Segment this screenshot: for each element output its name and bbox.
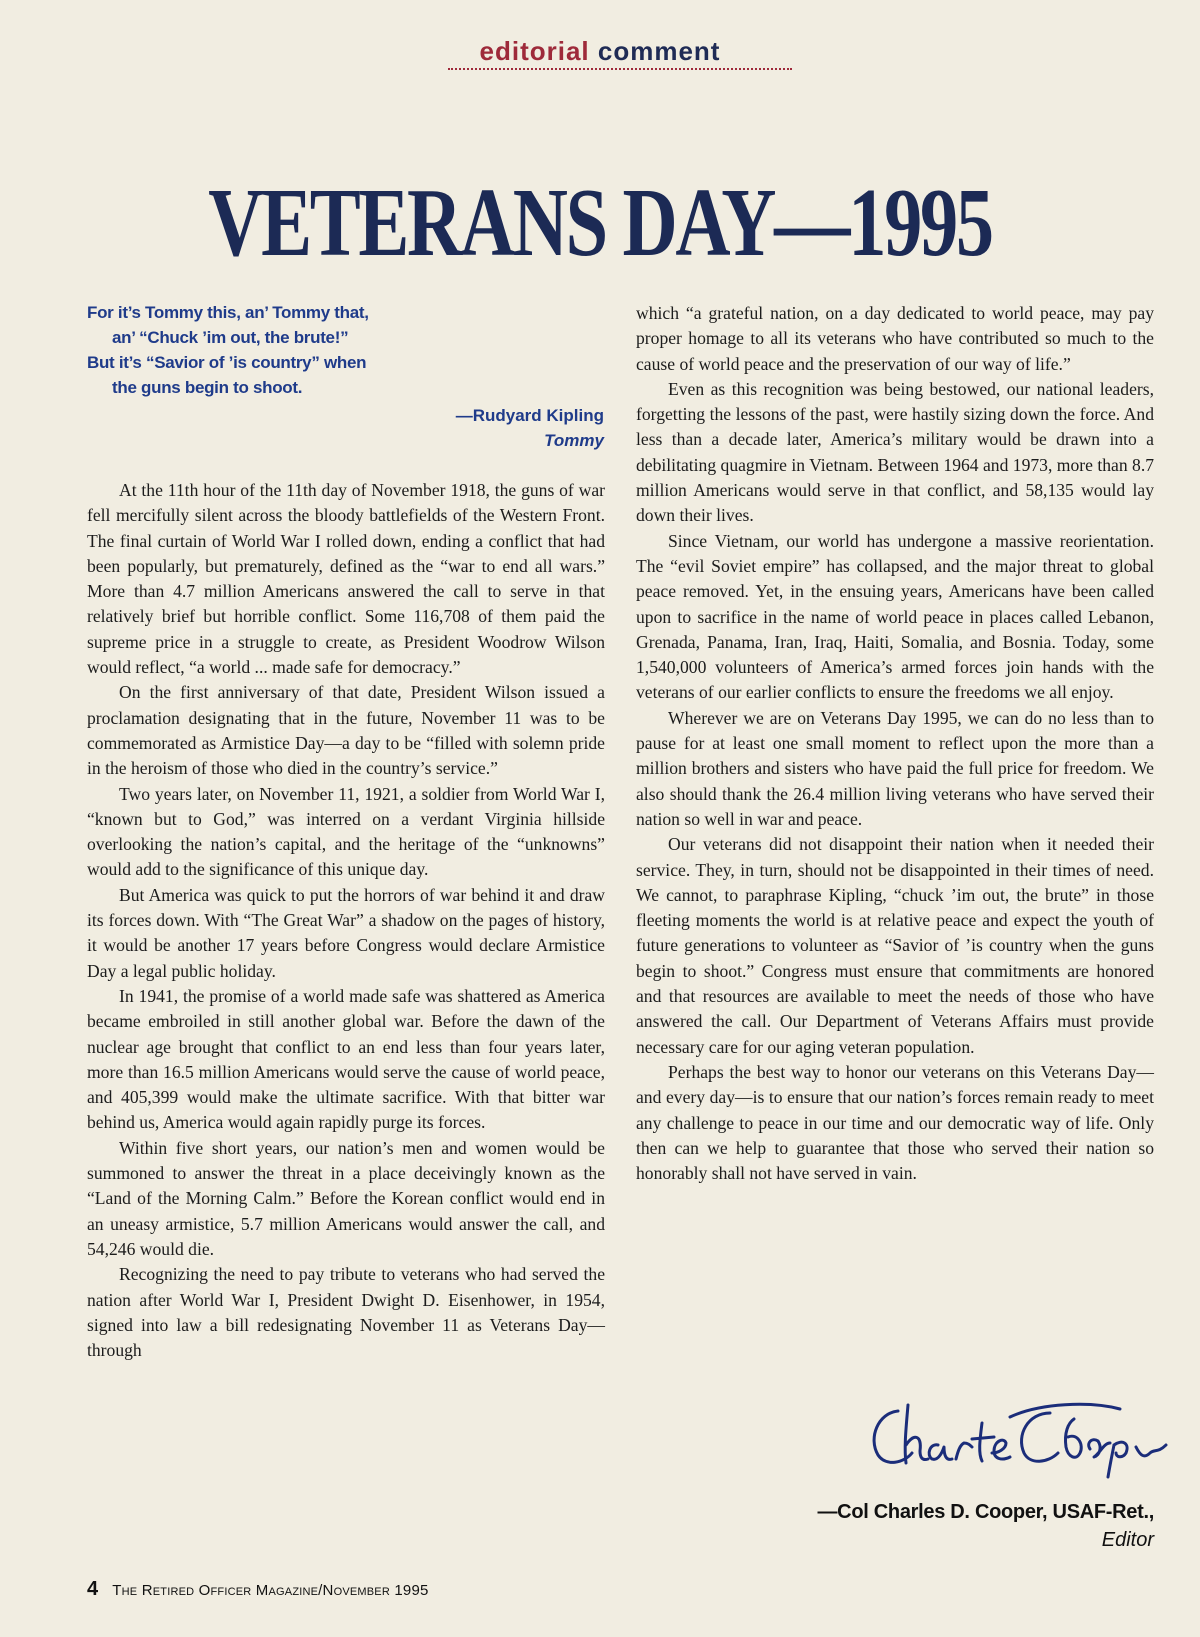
handwritten-signature xyxy=(860,1393,1170,1483)
paragraph: Our veterans did not disappoint their nation when it needed their service. They, in turn, should not be disappointed in their times of need. We cannot, to paraphrase Kipling, “chuck ’im out, the brute” in those fleeting moments the world is at relative peace and expect the youth of future generations to volunteer as “Savior of ’is country when the guns begin to shoot.” Congress must ensure that commitments are honored and that resources are available to meet the needs of those who have answered the call. Our Department of Veterans Affairs must provide necessary care for our aging veteran population. xyxy=(636,834,1154,1057)
kicker-comment: comment xyxy=(597,36,721,66)
paragraph: Wherever we are on Veterans Day 1995, we can do no less than to pause for at least one small moment to reflect upon the more than a million brothers and sisters who have paid the full price for freedom. We also should thank the 26.4 million living veterans who have served their nation so well in war and peace. xyxy=(636,707,1154,829)
epigraph-line: an’ “Chuck ’im out, the brute!” xyxy=(112,328,349,347)
paragraph: which “a grateful nation, on a day dedicated to world peace, may pay proper homage to all its veterans who have contributed so much to the cause of world peace and the preservation of our way of life.” xyxy=(636,303,1154,374)
paragraph: In 1941, the promise of a world made safe was shattered as America became embroiled in still another global war. Before the dawn of the nuclear age brought that conflict to an end less than four years later, more than 16.5 million Americans would serve the cause of world peace, and 405,399 would make the ultimate sacrifice. With that bitter war behind us, America would again rapidly purge its forces. xyxy=(87,985,605,1133)
page-title: VETERANS DAY—1995 xyxy=(208,168,992,277)
left-column xyxy=(87,478,605,1363)
paragraph: Recognizing the need to pay tribute to veterans who had served the nation after World War I, President Dwight D. Eisenhower, in 1954, signed into law a bill redesignating November 11 as Veterans Day—through xyxy=(87,1264,605,1361)
epigraph-attribution xyxy=(300,403,604,453)
epigraph-line: But it’s “Savior of ’is country” when xyxy=(87,353,367,372)
page-number: 4 xyxy=(87,1578,99,1600)
author-title: Editor xyxy=(1101,1529,1154,1551)
publication-name: The Retired Officer Magazine/November 1995 xyxy=(112,1582,429,1599)
paragraph: Since Vietnam, our world has undergone a massive reorientation. The “evil Soviet empire” has collapsed, and the major threat to global peace removed. Yet, in the ensuing years, Americans have been called upon to sacrifice in the name of world peace in places called Lebanon, Grenada, Panama, Iran, Iraq, Haiti, Somalia, and Bosnia. Today, some 1,540,000 volunteers of America’s armed forces join hands with the veterans of our earlier conflicts to ensure the freedoms we all enjoy. xyxy=(636,530,1154,703)
author-byline: —Col Charles D. Cooper, USAF-Ret., xyxy=(817,1501,1154,1523)
page-footer xyxy=(87,1578,429,1601)
paragraph: On the first anniversary of that date, President Wilson issued a proclamation designating that in the future, November 11 was to be commemorated as Armistice Day—a day to be “filled with solemn pride in the heroism of those who died in the country’s service.” xyxy=(87,682,605,779)
paragraph: Even as this recognition was being bestowed, our national leaders, forgetting the lessons of the past, were hastily sizing down the force. And less than a decade later, America’s military would be drawn into a debilitating quagmire in Vietnam. Between 1964 and 1973, more than 8.7 million Americans would serve in that conflict, and 58,135 would lay down their lives. xyxy=(636,378,1155,526)
epigraph-author: —Rudyard Kipling xyxy=(455,406,604,425)
section-kicker xyxy=(0,36,1200,67)
paragraph: Perhaps the best way to honor our veterans on this Veterans Day—and every day—is to ensure that our nation’s forces remain ready to meet any challenge to peace in our time and our democratic way of life. Only then can we help to guarantee that those who served their nation so honorably shall not have served in vain. xyxy=(636,1061,1154,1184)
epigraph-line: For it’s Tommy this, an’ Tommy that, xyxy=(87,303,369,322)
kicker-editorial: editorial xyxy=(479,36,590,66)
paragraph: Two years later, on November 11, 1921, a soldier from World War I, “known but to God,” was interred on a verdant Virginia hillside overlooking the nation’s capital, and the heritage of the “unknowns” would add to the significance of this unique day. xyxy=(87,783,605,880)
right-column xyxy=(636,301,1154,1186)
paragraph: At the 11th hour of the 11th day of November 1918, the guns of war fell mercifully silent across the bloody battlefields of the Western Front. The final curtain of World War I rolled down, ending a conflict that had been popularly, but prematurely, defined as the “war to end all wars.” More than 4.7 million Americans answered the call to serve in that relatively brief but horrible conflict. Some 116,708 of them paid the supreme price in a struggle to create, as President Woodrow Wilson would reflect, “a world ... made safe for democracy.” xyxy=(87,480,605,678)
epigraph-line: the guns begin to shoot. xyxy=(112,378,303,397)
epigraph-work: Tommy xyxy=(544,431,604,450)
paragraph: Within five short years, our nation’s men and women would be summoned to answer the threat in a place deceivingly known as the “Land of the Morning Calm.” Before the Korean conflict would end in an uneasy armistice, 5.7 million Americans would answer the call, and 54,246 would die. xyxy=(87,1137,605,1259)
kicker-dotted-rule xyxy=(448,68,792,70)
paragraph: But America was quick to put the horrors of war behind it and draw its forces down. With “The Great War” a shadow on the pages of history, it would be another 17 years before Congress would declare Armistice Day a legal public holiday. xyxy=(87,884,605,981)
epigraph xyxy=(87,300,607,400)
